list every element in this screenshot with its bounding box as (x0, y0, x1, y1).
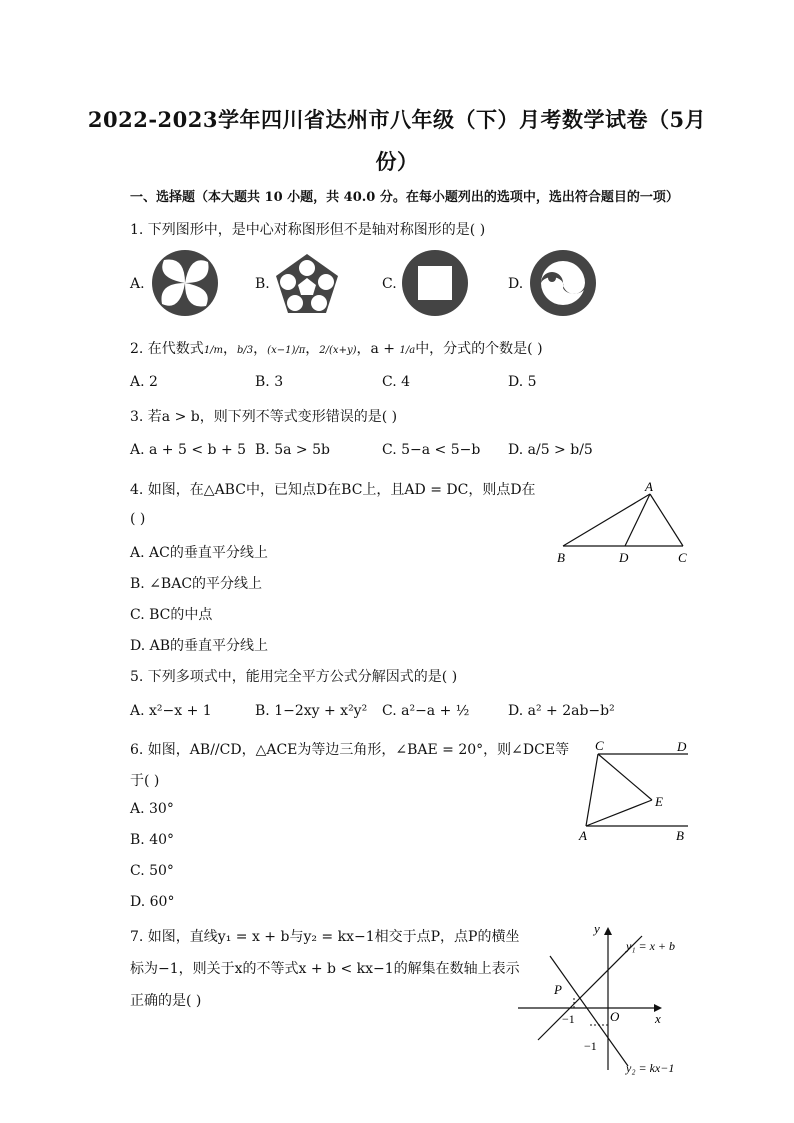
label-y-axis: y (594, 921, 600, 936)
q6-option-c: C. 50° (130, 863, 174, 879)
q2-option-b: B. 3 (255, 374, 284, 390)
q4-option-d: D. AB的垂直平分线上 (130, 638, 269, 654)
label-p: P (554, 982, 562, 997)
label-neg1-x: −1 (562, 1012, 575, 1026)
question-7-stem-line3: 正确的是( ) (130, 993, 202, 1009)
q4-option-c: C. BC的中点 (130, 607, 213, 623)
question-6-stem-line2: 于( ) (130, 773, 160, 789)
q1-option-b: B. (255, 276, 270, 292)
label-origin: O (610, 1009, 620, 1024)
q2-frac-5: 1/a (399, 345, 416, 356)
question-7-stem-line2: 标为−1，则关于x的不等式x + b < kx−1的解集在数轴上表示 (130, 961, 520, 977)
q3-option-d: D. a/5 > b/5 (508, 442, 593, 458)
q5-option-c: C. a²−a + ½ (382, 703, 470, 719)
pentagon-circles-figure (272, 250, 342, 318)
label-e6: E (655, 794, 663, 809)
question-1-stem: 1. 下列图形中，是中心对称图形但不是轴对称图形的是( ) (130, 222, 486, 238)
q2-frac-2: b/3 (237, 345, 254, 356)
label-d6: D (677, 739, 687, 754)
q6-option-b: B. 40° (130, 832, 175, 848)
label-y2: y₂ = kx−1 (626, 1061, 675, 1075)
q5-option-b: B. 1−2xy + x²y² (255, 703, 368, 719)
q5-option-a: A. x²−x + 1 (130, 703, 212, 719)
label-c6: C (595, 738, 604, 753)
label-b6: B (676, 828, 684, 843)
q4-option-b: B. ∠BAC的平分线上 (130, 576, 263, 592)
label-neg1-y: −1 (584, 1039, 597, 1053)
q3-option-a: A. a + 5 < b + 5 (130, 442, 247, 458)
coordinate-graph-figure (510, 920, 700, 1080)
square-hole-coin-figure (400, 248, 470, 318)
q3-option-b: B. 5a > 5b (255, 442, 330, 458)
q2-text-c: 中，分式的个数是( ) (415, 341, 543, 357)
q2-text-b: ，a + (356, 341, 400, 357)
triangle-abc-figure (548, 478, 698, 568)
q1-option-d: D. (508, 276, 524, 292)
label-c: C (678, 550, 687, 565)
q1-option-c: C. (382, 276, 397, 292)
q2-option-d: D. 5 (508, 374, 537, 390)
question-4-stem-line1: 4. 如图，在△ABC中，已知点D在BC上，且AD = DC，则点D在 (130, 482, 536, 498)
four-petal-circle-figure (150, 248, 220, 318)
label-y1: y₁ = x + b (626, 939, 676, 953)
question-4-stem-line2: ( ) (130, 511, 146, 527)
question-2-stem (130, 338, 543, 358)
section-header: 一、选择题（本大题共 10 小题，共 40.0 分。在每小题列出的选项中，选出符合题目的一项） (130, 190, 679, 205)
yin-yang-circle-figure (528, 248, 598, 318)
q6-option-d: D. 60° (130, 894, 175, 910)
question-6-stem-line1: 6. 如图，AB//CD，△ACE为等边三角形，∠BAE = 20°，则∠DCE等 (130, 742, 570, 758)
parallel-lines-triangle-figure (572, 736, 698, 846)
q3-option-c: C. 5−a < 5−b (382, 442, 481, 458)
q2-option-a: A. 2 (130, 374, 158, 390)
label-d: D (619, 550, 629, 565)
q5-option-d: D. a² + 2ab−b² (508, 703, 615, 719)
question-7-stem-line1: 7. 如图，直线y₁ = x + b与y₂ = kx−1相交于点P，点P的横坐 (130, 929, 520, 945)
q2-sep-2: ， (253, 341, 268, 357)
page-title-line1: 2022-2023学年四川省达州市八年级（下）月考数学试卷（5月 (87, 107, 707, 132)
label-a6: A (579, 828, 587, 843)
q2-option-c: C. 4 (382, 374, 411, 390)
label-x-axis: x (655, 1011, 661, 1026)
question-3-stem: 3. 若a > b，则下列不等式变形错误的是( ) (130, 409, 398, 425)
q2-frac-1: 1/m (203, 345, 224, 356)
q2-frac-4: 2/(x+y) (319, 345, 357, 356)
q2-sep-3: ， (305, 341, 320, 357)
q4-option-a: A. AC的垂直平分线上 (130, 545, 268, 561)
page-title-line2: 份） (375, 149, 419, 174)
question-5-stem: 5. 下列多项式中，能用完全平方公式分解因式的是( ) (130, 669, 458, 685)
label-a: A (645, 479, 653, 494)
q1-option-a: A. (130, 276, 145, 292)
label-b: B (557, 550, 565, 565)
q2-text-a: 2. 在代数式 (130, 341, 204, 357)
q2-sep-1: ， (223, 341, 238, 357)
q6-option-a: A. 30° (130, 801, 174, 817)
q2-frac-3: (x−1)/π (267, 345, 306, 356)
